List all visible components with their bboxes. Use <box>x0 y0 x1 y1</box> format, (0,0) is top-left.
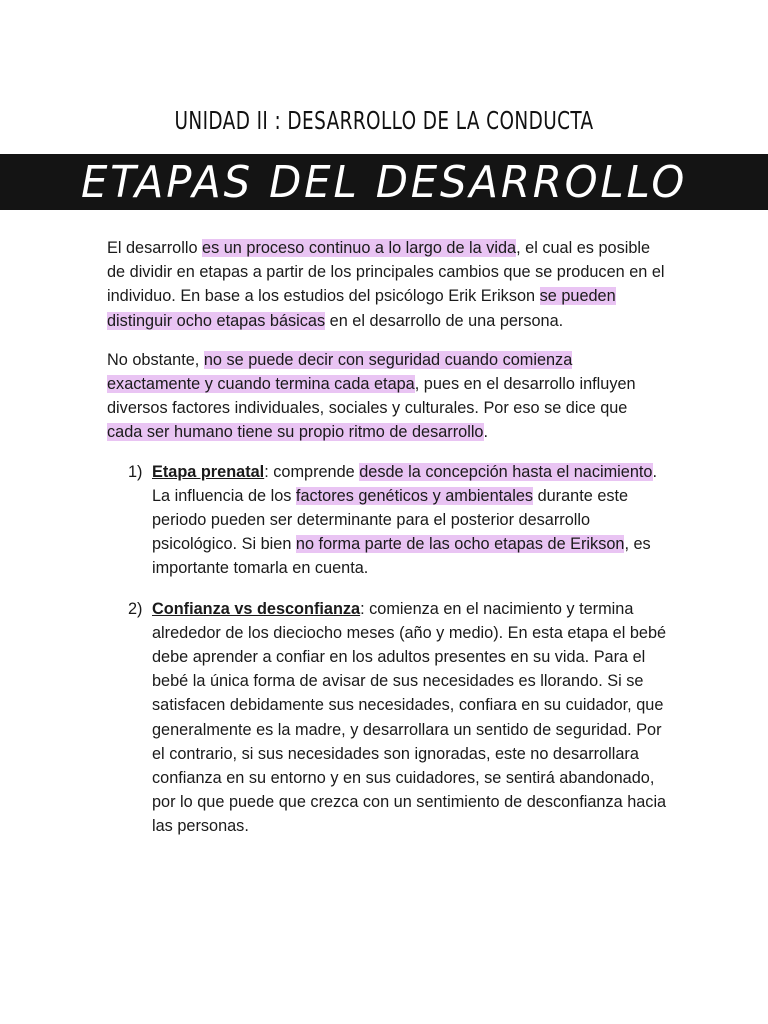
text-segment: No obstante, <box>107 350 204 369</box>
text-segment: durante este periodo pueden ser determinante para el posterior desarrollo psicológico. Si bien <box>152 486 629 554</box>
list-number: 1) <box>128 462 143 481</box>
unit-title: UNIDAD II : DESARROLLO DE LA CONDUCTA <box>174 106 594 135</box>
text-segment: . La influencia de los <box>152 462 658 505</box>
stage-term: Confianza vs desconfianza <box>152 599 361 618</box>
title-banner <box>0 154 768 210</box>
text-segment: , el cual es posible de dividir en etapas a partir de los principales cambios que se producen en el individuo. En base a los estudios del psicólogo Erik Erikson <box>107 239 665 306</box>
second-paragraph <box>107 348 667 445</box>
highlighted-text: no forma parte de las ocho etapas de Erikson <box>295 535 625 554</box>
highlighted-text: es un proceso continuo a lo largo de la vida <box>202 239 517 257</box>
text-segment: en el desarrollo de una persona. <box>325 311 564 330</box>
text-segment: , pues en el desarrollo influyen diversos factores individuales, sociales y culturales. Por eso se dice que <box>107 375 636 418</box>
stage-term: Etapa prenatal <box>152 462 265 481</box>
page-title: ETAPAS DEL DESARROLLO <box>80 156 688 208</box>
highlighted-text: desde la concepción hasta el nacimiento <box>359 462 653 481</box>
intro-paragraph <box>107 236 667 333</box>
stages-list <box>107 460 667 839</box>
list-item-confianza <box>107 597 667 839</box>
text-segment: , es importante tomarla en cuenta. <box>152 535 651 578</box>
highlighted-text: cada ser humano tiene su propio ritmo de desarrollo <box>107 423 484 442</box>
text-segment: : comprende <box>264 462 360 481</box>
document-body <box>107 236 667 855</box>
text-segment: El desarrollo <box>107 239 203 257</box>
text-segment: . <box>483 423 489 442</box>
list-item-prenatal <box>107 460 667 581</box>
highlighted-text: se pueden distinguir ocho etapas básicas <box>107 287 616 330</box>
list-number: 2) <box>128 599 143 618</box>
text-segment: : comienza en el nacimiento y termina alrededor de los dieciocho meses (año y medio). En esta etapa el bebé debe aprender a confiar en los adultos presentes en su vida. Para el bebé la única forma de avisar de sus necesidades es llorando. Si se satisfacen debidamente sus necesidades, confiara en su cuidador, que generalmente es la madre, y desarrollara un sentido de seguridad. Por el contrario, si sus necesidades son ignoradas, este no desarrollara confianza en su entorno y en sus cuidadores, se sentirá abandonado, por lo que puede que crezca con un sentimiento de desconfianza hacia las personas. <box>152 599 667 836</box>
highlighted-text: no se puede decir con seguridad cuando comienza exactamente y cuando termina cada etapa <box>107 350 573 394</box>
highlighted-text: factores genéticos y ambientales <box>295 486 534 505</box>
